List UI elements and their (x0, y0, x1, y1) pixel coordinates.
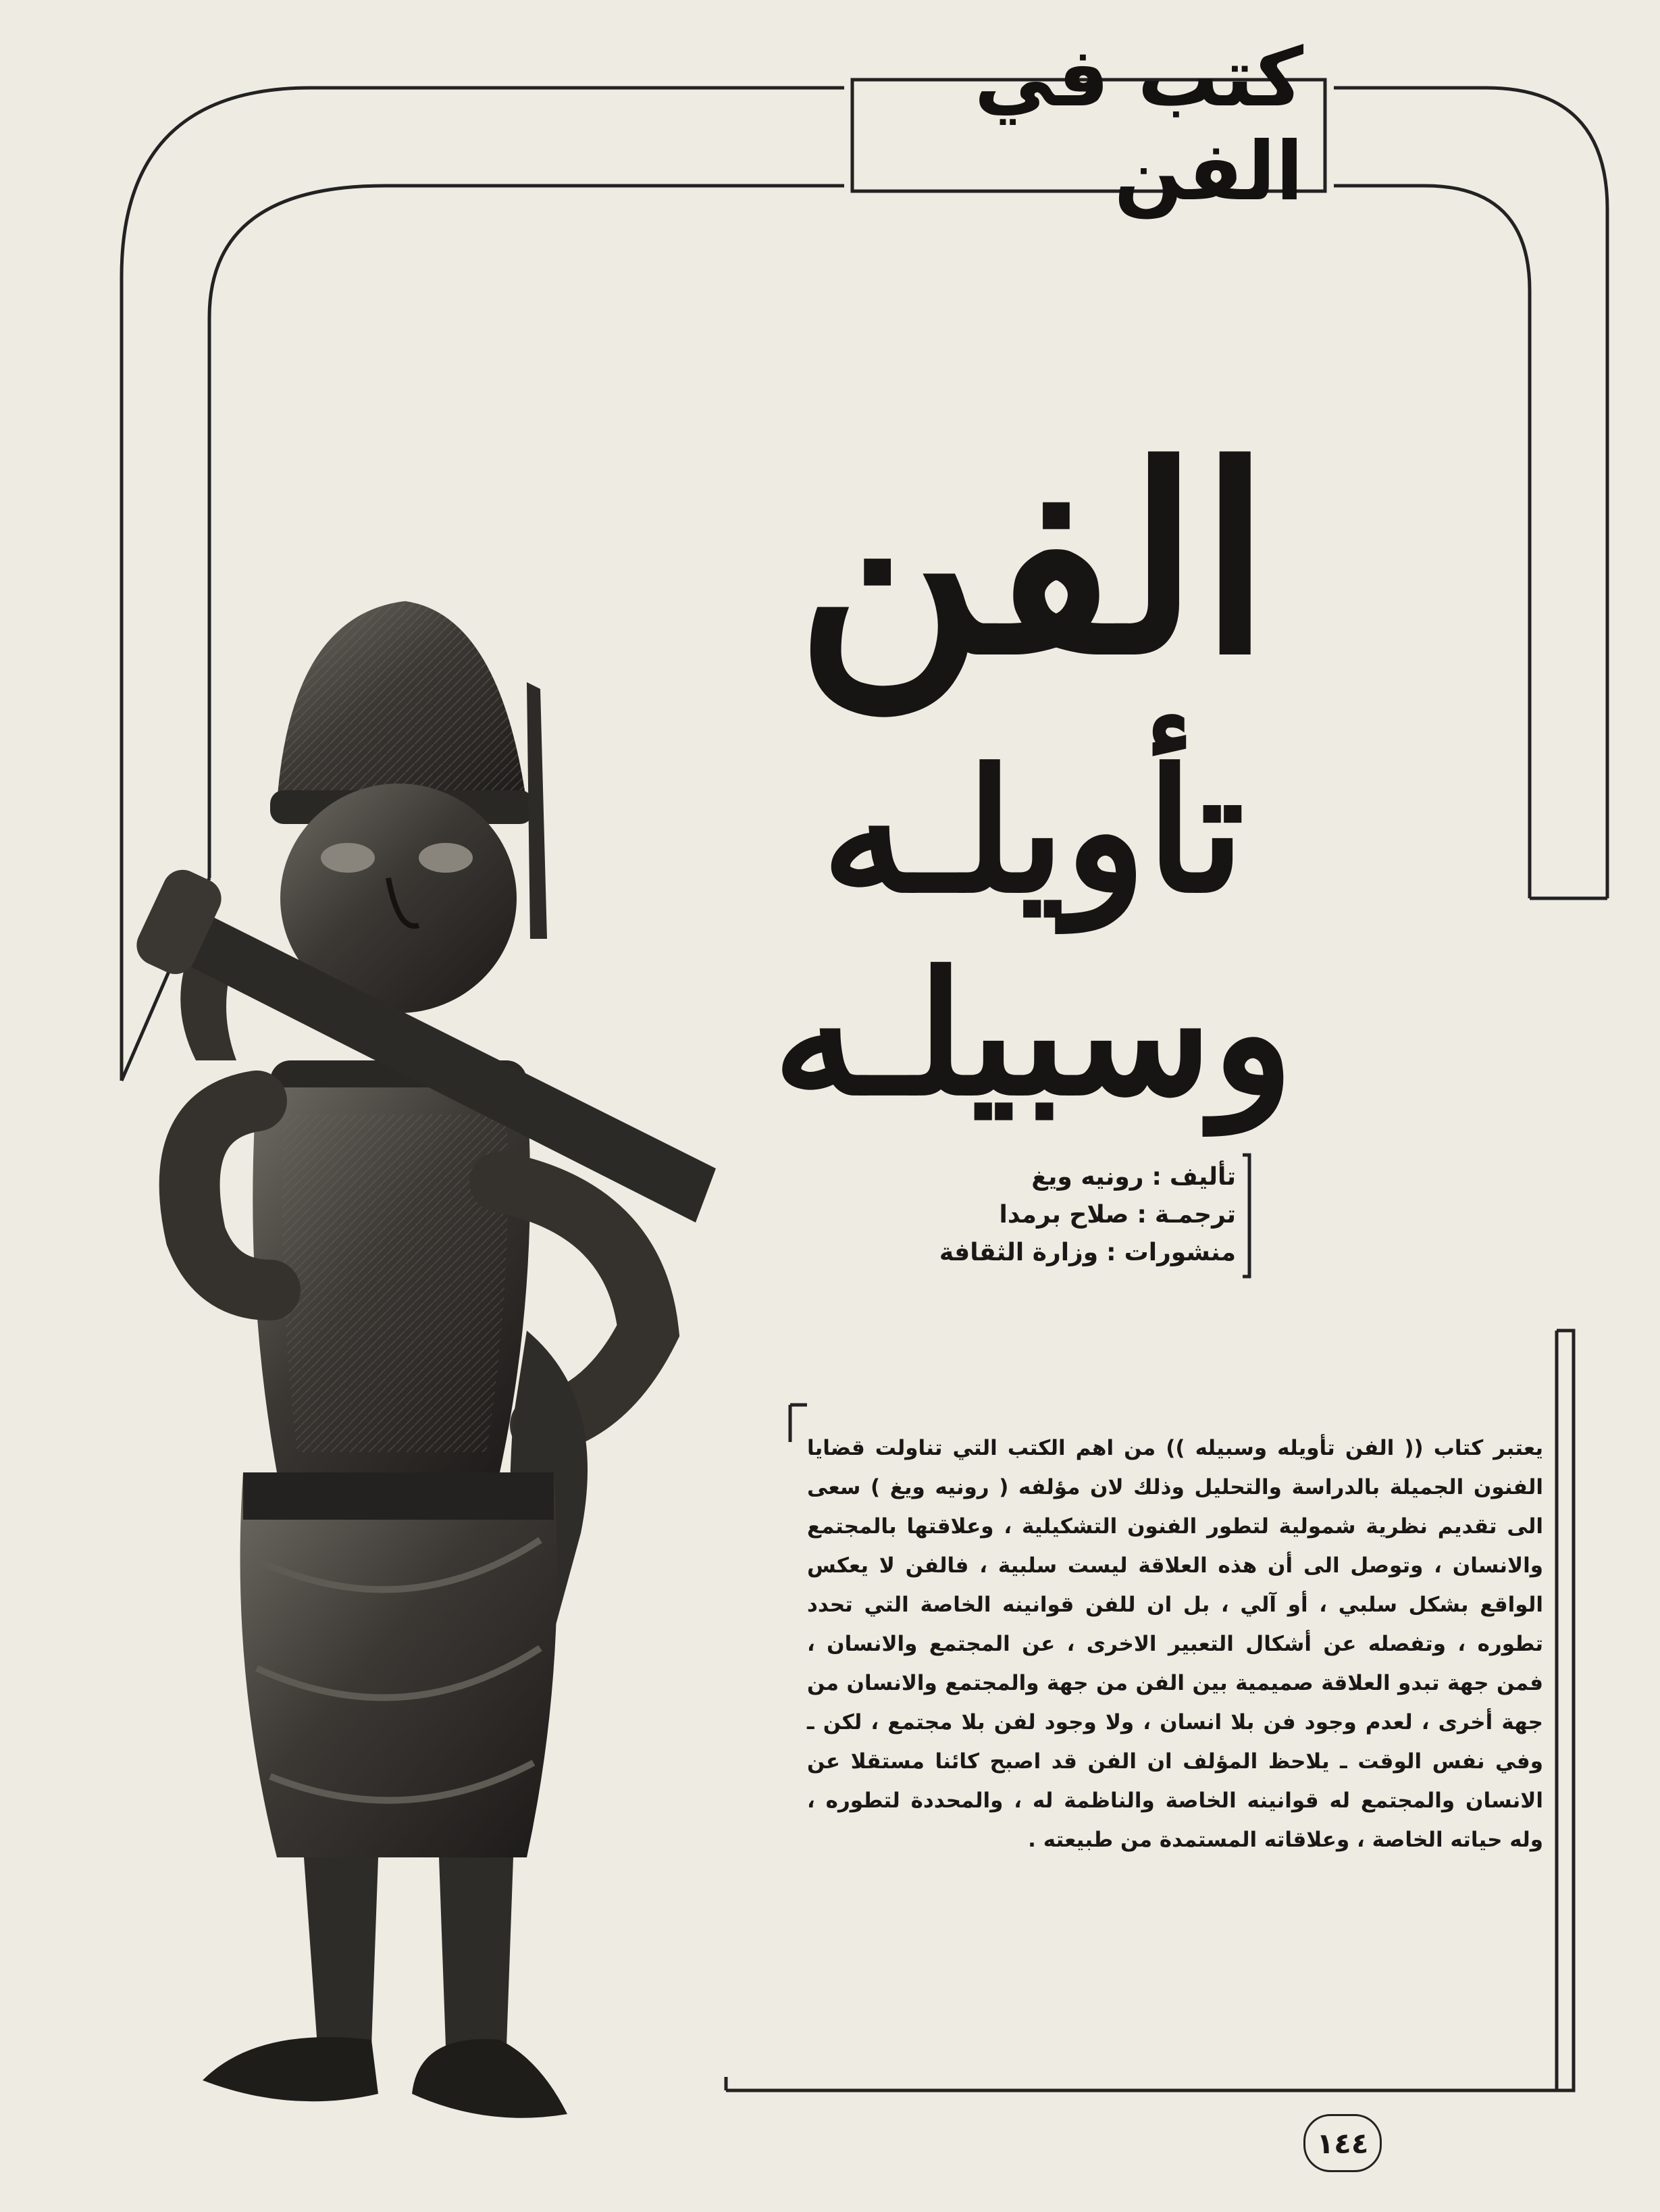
credit-value: رونيه ويغ (1031, 1163, 1144, 1191)
book-title-line-2: تأويلـه (821, 731, 1245, 930)
book-title-line-1: الفن (796, 409, 1271, 711)
credit-label: ترجمـة (1154, 1201, 1236, 1229)
section-title: كتب في الفن (974, 31, 1303, 219)
credit-translator: ترجمـة:صلاح برمدا (999, 1201, 1236, 1229)
credit-label: منشورات (1124, 1239, 1236, 1266)
credit-author: تأليف:رونيه ويغ (1031, 1163, 1236, 1191)
page-number: ١٤٤ (1303, 2114, 1382, 2172)
credit-publisher: منشورات:وزارة الثقافة (939, 1239, 1236, 1266)
credit-value: صلاح برمدا (999, 1201, 1129, 1229)
book-credits (871, 1158, 1236, 1272)
book-title (689, 409, 1378, 1133)
article-body: يعتبر كتاب (( الفن تأويله وسبيله )) من اهم الكتب التي تناولت قضايا الفنون الجميلة بالدراسة والتحليل وذلك لان مؤلفه ( رونيه ويغ ) سعى الى تقديم نظرية شمولية لتطور الفنون التشكيلية ، وعلاقتها بالمجتمع والانسان ، وتوصل الى أن هذه العلاقة ليست سلبية ، فالفن لا يعكس الواقع بشكل سلبي ، أو آلي ، بل ان للفن قوانينه الخاصة التي تحدد تطوره ، وتفصله عن أشكال التعبير الاخرى ، عن المجتمع والانسان ، فمن جهة تبدو العلاقة صميمية بين الفن من جهة والمجتمع والانسان من جهة أخرى ، لعدم وجود فن بلا انسان ، ولا وجود لفن بلا مجتمع ، لكن ـ وفي نفس الوقت ـ يلاحظ المؤلف ان الفن قد اصبح كائنا مستقلا عن الانسان والمجتمع له قوانينه الخاصة والناظمة له ، والمحددة لتطوره ، وله حياته الخاصة ، وعلاقاته المستمدة من طبيعته . (807, 1436, 1543, 1852)
book-title-line-3: وسبيلـه (773, 934, 1294, 1133)
statue-illustration (122, 574, 743, 2128)
credit-value: وزارة الثقافة (939, 1239, 1099, 1266)
credit-label: تأليف (1169, 1163, 1236, 1191)
